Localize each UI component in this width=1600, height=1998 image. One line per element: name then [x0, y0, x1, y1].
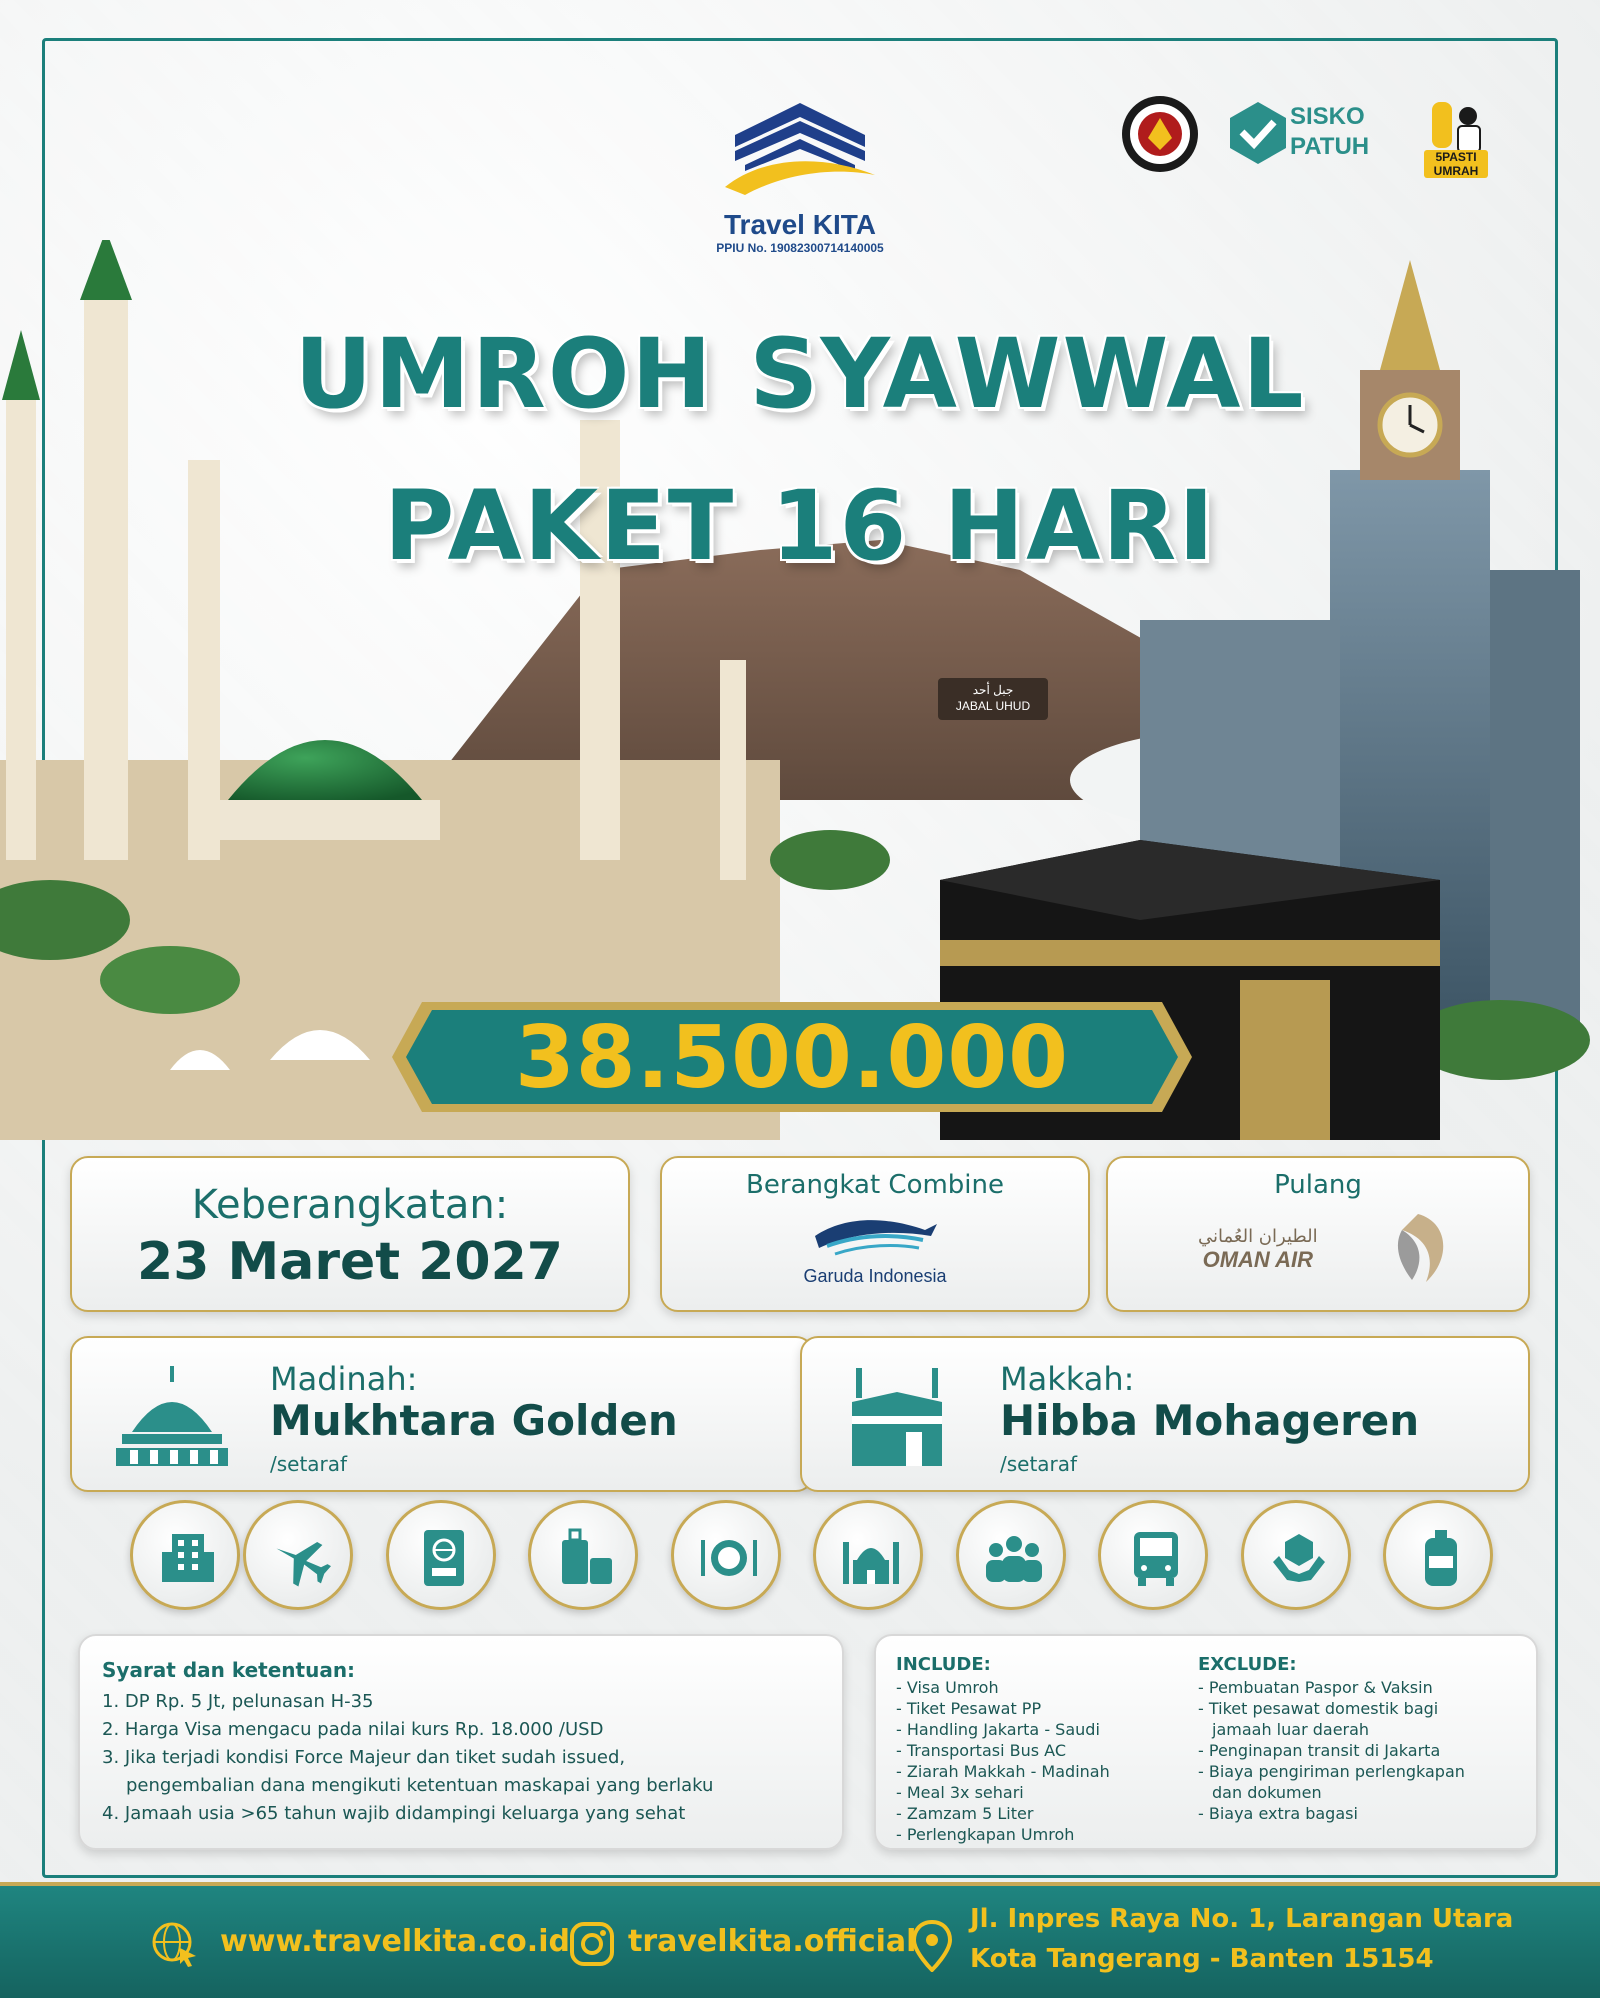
- terms-item: 1. DP Rp. 5 Jt, pelunasan H-35: [102, 1691, 374, 1712]
- depart-label: Berangkat Combine: [745, 1170, 1005, 1200]
- include-exclude-card: [874, 1634, 1538, 1850]
- departure-date: 23 Maret 2027: [137, 1232, 563, 1292]
- meal-icon: [699, 1528, 759, 1588]
- terms-item: 2. Harga Visa mengacu pada nilai kurs Rp. 18.000 /USD: [102, 1719, 604, 1740]
- exclude-item: - Pembuatan Paspor & Vaksin: [1198, 1678, 1433, 1697]
- facility-ziarah: [813, 1500, 923, 1610]
- bus-icon: [1126, 1528, 1186, 1588]
- include-item: - Transportasi Bus AC: [896, 1741, 1066, 1760]
- airplane-icon: [271, 1528, 331, 1588]
- facility-flight: [243, 1500, 353, 1610]
- jabal-uhud-latin: JABAL UHUD: [955, 699, 1031, 713]
- instagram-handle[interactable]: travelkita.official: [628, 1924, 917, 1959]
- exclude-item: jamaah luar daerah: [1212, 1720, 1370, 1739]
- include-item: - Meal 3x sehari: [896, 1783, 1024, 1802]
- return-label: Pulang: [1274, 1170, 1362, 1200]
- kemenag-seal-icon: [1120, 94, 1200, 174]
- terms-item: 3. Jika terjadi kondisi Force Majeur dan tiket sudah issued,: [102, 1747, 626, 1768]
- facility-luggage: [528, 1500, 638, 1610]
- include-item: - Zamzam 5 Liter: [896, 1804, 1034, 1823]
- facility-hotel: [130, 1500, 240, 1610]
- package-price: 38.500.000: [514, 1008, 1070, 1108]
- madinah-hotel-note: /setaraf: [270, 1452, 348, 1476]
- location-pin-icon: [912, 1920, 952, 1972]
- facility-meal: [671, 1500, 781, 1610]
- hotel-icon: [158, 1528, 218, 1588]
- include-item: - Perlengkapan Umroh: [896, 1825, 1075, 1844]
- exclude-item: - Biaya pengiriman perlengkapan: [1198, 1762, 1465, 1781]
- green-dome-mosque-icon: [112, 1362, 232, 1472]
- facility-visa: [386, 1500, 496, 1610]
- exclude-title: EXCLUDE:: [1198, 1654, 1297, 1675]
- jabal-uhud-sign: [938, 678, 1048, 720]
- five-pasti-umrah-badge: [1424, 98, 1488, 178]
- include-title: INCLUDE:: [896, 1654, 991, 1675]
- kaaba-icon: [842, 1362, 952, 1472]
- zamzam-bottle-icon: [1411, 1528, 1471, 1588]
- include-column: [896, 1654, 1110, 1845]
- exclude-item: - Penginapan transit di Jakarta: [1198, 1741, 1441, 1760]
- title-line-1: UMROH SYAWWAL: [294, 318, 1306, 430]
- exclude-item: dan dokumen: [1212, 1783, 1322, 1802]
- depart-airline-name: Garuda Indonesia: [803, 1266, 947, 1286]
- exclude-item: - Biaya extra bagasi: [1198, 1804, 1358, 1823]
- madinah-hotel-card: [70, 1336, 814, 1492]
- address-line-1: Jl. Inpres Raya No. 1, Larangan Utara: [970, 1904, 1514, 1934]
- terms-title: Syarat dan ketentuan:: [102, 1658, 356, 1682]
- handling-icon: [1269, 1528, 1329, 1588]
- patuh-label: PATUH: [1290, 133, 1370, 160]
- exclude-item: - Tiket pesawat domestik bagi: [1198, 1699, 1439, 1718]
- makkah-hotel-name: Hibba Mohageren: [1000, 1396, 1420, 1445]
- terms-item: 4. Jamaah usia >65 tahun wajib didampingi keluarga yang sehat: [102, 1803, 686, 1824]
- website-link[interactable]: www.travelkita.co.id: [220, 1924, 570, 1959]
- mosque-icon: [841, 1528, 901, 1588]
- include-item: - Ziarah Makkah - Madinah: [896, 1762, 1110, 1781]
- madinah-label: Madinah:: [270, 1360, 418, 1398]
- makkah-label: Makkah:: [1000, 1360, 1135, 1398]
- title-line-2: PAKET 16 HARI: [383, 470, 1216, 582]
- facility-bus: [1098, 1500, 1208, 1610]
- kaaba-wave-logo-icon: [715, 95, 885, 205]
- depart-airline-card: [660, 1156, 1090, 1312]
- five-pasti-umrah-label: 5PASTI UMRAH: [1424, 150, 1488, 178]
- exclude-column: [1198, 1654, 1465, 1824]
- brand-license: PPIU No. 19082300714140005: [716, 241, 884, 255]
- sisko-label: SISKO: [1290, 103, 1365, 130]
- include-item: - Tiket Pesawat PP: [896, 1699, 1042, 1718]
- facility-handling: [1241, 1500, 1351, 1610]
- makkah-hotel-note: /setaraf: [1000, 1452, 1078, 1476]
- price-banner: [392, 992, 1192, 1122]
- oman-air-arabic: الطيران العُماني: [1198, 1226, 1318, 1247]
- brand-name: Travel KITA: [724, 209, 876, 240]
- departure-label: Keberangkatan:: [191, 1182, 509, 1228]
- facility-group: [956, 1500, 1066, 1610]
- footer: [0, 1882, 1600, 1998]
- group-icon: [984, 1528, 1044, 1588]
- instagram-icon: [568, 1920, 616, 1968]
- terms-card: [78, 1634, 844, 1850]
- visa-passport-icon: [414, 1528, 474, 1588]
- terms-item: pengembalian dana mengikuti ketentuan maskapai yang berlaku: [126, 1775, 714, 1796]
- include-item: - Visa Umroh: [896, 1678, 999, 1697]
- makkah-hotel-card: [800, 1336, 1530, 1492]
- garuda-bird-icon: [805, 1206, 945, 1266]
- departure-card: [70, 1156, 630, 1312]
- globe-cursor-icon: [150, 1920, 198, 1968]
- sisko-patuh-logo: [1228, 100, 1408, 166]
- sisko-check-icon: [1228, 100, 1288, 166]
- return-airline-name: OMAN AIR: [1202, 1247, 1314, 1272]
- oman-air-emblem-icon: [1378, 1208, 1458, 1288]
- include-item: - Handling Jakarta - Saudi: [896, 1720, 1100, 1739]
- address-line-2: Kota Tangerang - Banten 15154: [970, 1944, 1434, 1974]
- madinah-hotel-name: Mukhtara Golden: [270, 1396, 678, 1445]
- facility-zamzam: [1383, 1500, 1493, 1610]
- luggage-icon: [556, 1528, 616, 1588]
- jabal-uhud-arabic: جبل أحد: [972, 683, 1014, 697]
- return-airline-card: [1106, 1156, 1530, 1312]
